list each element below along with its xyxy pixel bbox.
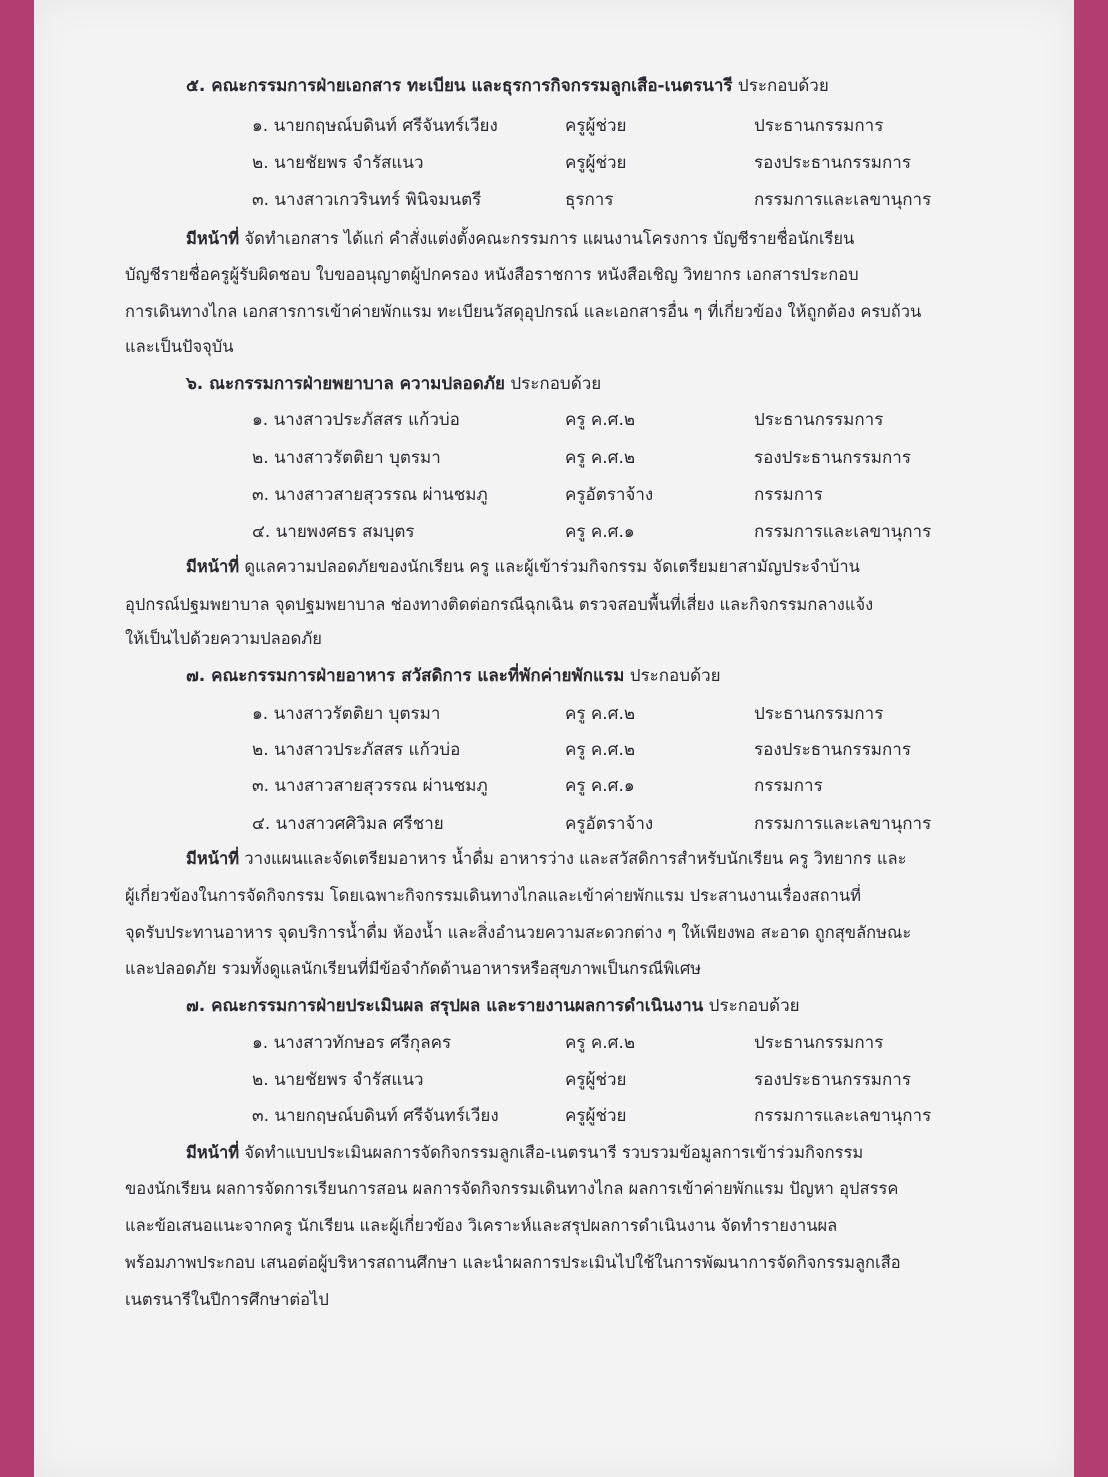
member-name: ๓. นายกฤษณ์บดินท์ ศรีจันทร์เวียง	[252, 1106, 499, 1126]
section-heading	[186, 665, 721, 687]
member-position: ครูอัตราจ้าง	[565, 485, 654, 505]
section-heading	[186, 373, 601, 395]
duty-line	[186, 1142, 863, 1164]
duty-text: วางแผนและจัดเตรียมอาหาร น้ำดื่ม อาหารว่าง และสวัสดิการสำหรับนักเรียน ครู วิทยากร และ	[239, 849, 907, 868]
member-position: ครู ค.ศ.๒	[565, 1033, 636, 1053]
member-name: ๔. นายพงศธร สมบุตร	[252, 522, 415, 542]
member-role: ประธานกรรมการ	[754, 1033, 884, 1053]
section-title: ๖. ณะกรรมการฝ่ายพยาบาล ความปลอดภัย	[186, 374, 505, 394]
member-role: รองประธานกรรมการ	[754, 448, 911, 468]
member-name: ๓. นางสาวสายสุวรรณ ผ่านชมภู	[252, 776, 488, 796]
duty-line: ให้เป็นไปด้วยความปลอดภัย	[125, 629, 322, 648]
duty-line: และเป็นปัจจุบัน	[125, 337, 234, 356]
member-name: ๑. นางสาวรัตติยา บุตรมา	[252, 704, 441, 724]
duty-text: จัดทำเอกสาร ได้แก่ คำสั่งแต่งตั้งคณะกรรมการ แผนงานโครงการ บัญชีรายชื่อนักเรียน	[239, 229, 855, 248]
duty-line: ของนักเรียน ผลการจัดการเรียนการสอน ผลการจัดกิจกรรมเดินทางไกล ผลการเข้าค่ายพักแรม ปัญหา อุปสรรค	[125, 1179, 899, 1198]
duty-label: มีหน้าที่	[186, 849, 240, 868]
member-role: กรรมการ	[754, 776, 823, 796]
member-role: รองประธานกรรมการ	[754, 740, 911, 760]
duty-text: จัดทำแบบประเมินผลการจัดกิจกรรมลูกเสือ-เนตรนารี รวบรวมข้อมูลการเข้าร่วมกิจกรรม	[239, 1143, 864, 1162]
duty-line	[186, 228, 854, 250]
section-title: ๗. คณะกรรมการฝ่ายอาหาร สวัสดิการ และที่พักค่ายพักแรม	[186, 666, 625, 686]
member-name: ๒. นายชัยพร จำรัสแนว	[252, 153, 424, 173]
duty-line: การเดินทางไกล เอกสารการเข้าค่ายพักแรม ทะเบียนวัสดุอุปกรณ์ และเอกสารอื่น ๆ ที่เกี่ยวข้อง ให้ถูกต้อง ครบถ้วน	[125, 302, 922, 321]
section-suffix: ประกอบด้วย	[703, 996, 800, 1016]
member-name: ๒. นางสาวประภัสสร แก้วบ่อ	[252, 740, 461, 760]
section-heading	[186, 75, 829, 97]
member-role: ประธานกรรมการ	[754, 410, 884, 430]
duty-label: มีหน้าที่	[186, 1143, 240, 1162]
section-suffix: ประกอบด้วย	[624, 666, 721, 686]
member-name: ๑. นางสาวทักษอร ศรีกุลคร	[252, 1033, 452, 1053]
member-role: รองประธานกรรมการ	[754, 153, 911, 173]
member-name: ๓. นางสาวสายสุวรรณ ผ่านชมภู	[252, 485, 488, 505]
member-role: กรรมการและเลขานุการ	[754, 1106, 932, 1126]
member-position: ครู ค.ศ.๒	[565, 704, 636, 724]
duty-line: พร้อมภาพประกอบ เสนอต่อผู้บริหารสถานศึกษา และนำผลการประเมินไปใช้ในการพัฒนาการจัดกิจกรรมลูกเสือ	[125, 1253, 901, 1272]
member-position: ครู ค.ศ.๒	[565, 410, 636, 430]
member-position: ครูผู้ช่วย	[565, 116, 627, 136]
member-role: กรรมการและเลขานุการ	[754, 814, 932, 834]
member-name: ๔. นางสาวศศิวิมล ศรีชาย	[252, 814, 444, 834]
section-suffix: ประกอบด้วย	[504, 374, 602, 394]
duty-line	[186, 848, 906, 870]
member-position: ครู ค.ศ.๑	[565, 776, 635, 796]
member-position: ครูผู้ช่วย	[565, 1106, 627, 1126]
member-role: กรรมการและเลขานุการ	[754, 190, 932, 210]
duty-label: มีหน้าที่	[186, 229, 240, 248]
member-position: ธุรการ	[565, 190, 614, 210]
member-position: ครูผู้ช่วย	[565, 1070, 627, 1090]
document-page	[34, 0, 1074, 1477]
section-title: ๕. คณะกรรมการฝ่ายเอกสาร ทะเบียน และธุรการกิจกรรมลูกเสือ-เนตรนารี	[186, 76, 733, 96]
document-content	[34, 0, 1074, 1477]
duty-line: อุปกรณ์ปฐมพยาบาล จุดปฐมพยาบาล ช่องทางติดต่อกรณีฉุกเฉิน ตรวจสอบพื้นที่เสี่ยง และกิจกรรมกลางแจ้ง	[125, 595, 874, 614]
duty-line: และปลอดภัย รวมทั้งดูแลนักเรียนที่มีข้อจำกัดด้านอาหารหรือสุขภาพเป็นกรณีพิเศษ	[125, 959, 702, 978]
section-title: ๗. คณะกรรมการฝ่ายประเมินผล สรุปผล และรายงานผลการดำเนินงาน	[186, 996, 704, 1016]
member-role: ประธานกรรมการ	[754, 116, 884, 136]
duty-text: ดูแลความปลอดภัยของนักเรียน ครู และผู้เข้าร่วมกิจกรรม จัดเตรียมยาสามัญประจำบ้าน	[239, 557, 860, 576]
member-name: ๒. นายชัยพร จำรัสแนว	[252, 1070, 424, 1090]
member-position: ครูผู้ช่วย	[565, 153, 627, 173]
duty-line: เนตรนารีในปีการศึกษาต่อไป	[125, 1290, 329, 1309]
member-position: ครู ค.ศ.๒	[565, 448, 636, 468]
duty-line: จุดรับประทานอาหาร จุดบริการน้ำดื่ม ห้องน้ำ และสิ่งอำนวยความสะดวกต่าง ๆ ให้เพียงพอ สะอาด ถูกสุขลักษณะ	[125, 923, 912, 942]
duty-line: และข้อเสนอแนะจากครู นักเรียน และผู้เกี่ยวข้อง วิเคราะห์และสรุปผลการดำเนินงาน จัดทำรายงานผล	[125, 1216, 838, 1235]
duty-label: มีหน้าที่	[186, 557, 240, 576]
member-role: กรรมการและเลขานุการ	[754, 522, 932, 542]
member-name: ๒. นางสาวรัตติยา บุตรมา	[252, 448, 441, 468]
member-role: กรรมการ	[754, 485, 823, 505]
member-name: ๑. นางสาวประภัสสร แก้วบ่อ	[252, 410, 460, 430]
duty-line: ผู้เกี่ยวข้องในการจัดกิจกรรม โดยเฉพาะกิจกรรมเดินทางไกลและเข้าค่ายพักแรม ประสานงานเรื่องสถานที่	[125, 886, 862, 905]
member-position: ครูอัตราจ้าง	[565, 814, 654, 834]
duty-line: บัญชีรายชื่อครูผู้รับผิดชอบ ใบขออนุญาตผู้ปกครอง หนังสือราชการ หนังสือเชิญ วิทยากร เอกสารประกอบ	[125, 265, 859, 284]
member-position: ครู ค.ศ.๑	[565, 522, 635, 542]
member-name: ๓. นางสาวเกวรินทร์ พินิจมนตรี	[252, 190, 482, 210]
section-suffix: ประกอบด้วย	[732, 76, 829, 96]
duty-line	[186, 556, 860, 578]
member-role: รองประธานกรรมการ	[754, 1070, 911, 1090]
member-position: ครู ค.ศ.๒	[565, 740, 636, 760]
member-name: ๑. นายกฤษณ์บดินท์ ศรีจันทร์เวียง	[252, 116, 498, 136]
member-role: ประธานกรรมการ	[754, 704, 884, 724]
section-heading	[186, 995, 800, 1017]
